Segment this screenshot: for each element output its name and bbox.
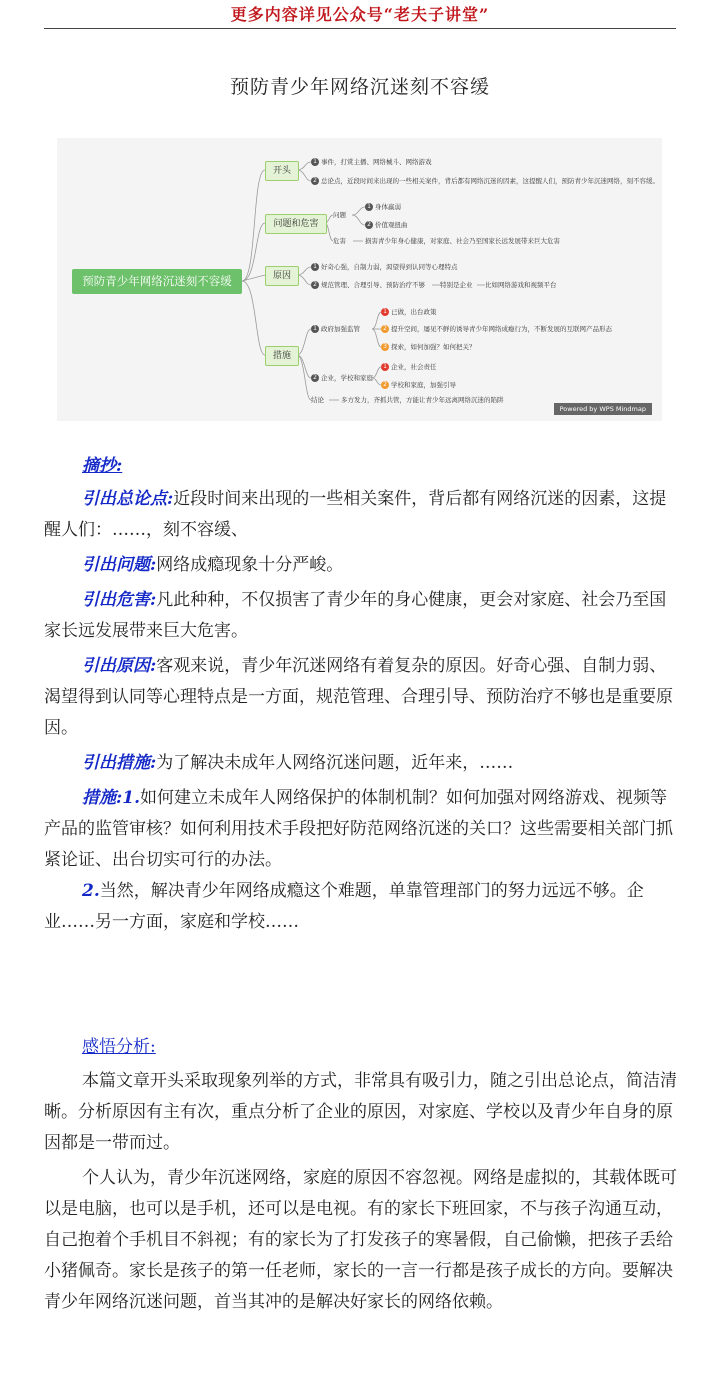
- node-explore: 3 探索，如何加强？如何把关？: [381, 343, 476, 352]
- excerpt-thesis: 引出总论点:近段时间来出现的一些相关案件，背后都有网络沉迷的因素，这提醒人们：……，刻不容缓、: [44, 489, 667, 540]
- mindmap-root: 预防青少年网络沉迷刻不容缓: [72, 269, 242, 294]
- node-psych: 1 好奇心强，自制力弱，渴望得到认同等心理特点: [311, 263, 458, 272]
- header-divider: [44, 28, 676, 29]
- excerpt-measures-intro: 引出措施:为了解决未成年人网络沉迷问题，近年来，……: [82, 753, 514, 773]
- branch-opening: 开头: [265, 161, 299, 181]
- node-enterprise-school-family: 2 企业，学校和家庭: [311, 374, 373, 383]
- node-enterprise: 特别是企业: [440, 281, 473, 289]
- node-weak-body: 1 身体羸弱: [365, 203, 401, 212]
- node-values: 2 价值观扭曲: [365, 221, 408, 230]
- analysis-para-1: 本篇文章开头采取现象列举的方式，非常具有吸引力，随之引出总论点，简洁清晰。分析原因有主有次，重点分析了企业的原因，对家庭、学校以及青少年自身的原因都是一带而过。: [44, 1071, 677, 1153]
- excerpt-body: [44, 484, 680, 938]
- node-improve: 2 提升空间，屡见不鲜的诱导青少年网络成瘾行为，不断发展的互联网产品形态: [381, 325, 612, 334]
- node-government: 1 政府加强监管: [311, 325, 360, 334]
- analysis-heading: 感悟分析:: [82, 1037, 156, 1057]
- article-title: 预防青少年网络沉迷刻不容缓: [229, 76, 490, 98]
- excerpt-harm: 引出危害:凡此种种，不仅损害了青少年的身心健康，更会对家庭、社会乃至国家长远发展带来巨大危害。: [44, 590, 667, 641]
- analysis-body: [44, 1066, 680, 1318]
- mindmap-watermark: Powered by WPS Mindmap: [554, 403, 652, 415]
- excerpt-heading: 摘抄:: [82, 456, 123, 476]
- node-harm: 危害: [333, 237, 346, 245]
- excerpt-problem: 引出问题:网络成瘾现象十分严峻。: [82, 555, 344, 575]
- branch-measures: 措施: [265, 346, 299, 366]
- node-thesis: 2 总论点，近段时间来出现的一些相关案件，背后都有网络沉迷的因素，这提醒人们，预防青少年沉迷网络，刻不容缓。: [311, 177, 659, 186]
- excerpt-cause: 引出原因:客观来说，青少年沉迷网络有着复杂的原因。好奇心强、自制力弱、渴望得到认同等心理特点是一方面，规范管理、合理引导、预防治疗不够也是重要原因。: [44, 656, 673, 738]
- node-guidance: 2 学校和家庭，加强引导: [381, 381, 456, 390]
- node-done: 1 已做，出台政策: [381, 308, 437, 317]
- node-conclusion: 结论: [311, 396, 324, 404]
- node-management: 2 规范管理、合理引导、预防治疗不够: [311, 281, 425, 290]
- excerpt-measure-2: 2.当然，解决青少年网络成瘾这个难题，单靠管理部门的努力远远不够。企业……另一方面，家庭和学校……: [44, 881, 644, 932]
- branch-causes: 原因: [265, 266, 299, 286]
- node-events: 1 事件，打赏主播、网络械斗、网络游戏: [311, 158, 432, 167]
- excerpt-measure-1: 措施:1.如何建立未成年人网络保护的体制机制？如何加强对网络游戏、视频等产品的监管审核？如何利用技术手段把好防范网络沉迷的关口？这些需要相关部门抓紧论证、出台切实可行的办法。: [44, 788, 673, 870]
- node-social-responsibility: 1 企业，社会责任: [381, 363, 437, 372]
- branch-problems: 问题和危害: [265, 214, 327, 234]
- node-problem: 问题: [333, 211, 346, 219]
- node-conclusion-detail: 多方发力，齐抓共管，方能让青少年远离网络沉迷的陷阱: [341, 396, 504, 404]
- node-harm-detail: 损害青少年身心健康，对家庭、社会乃至国家长远发展带来巨大危害: [365, 237, 560, 245]
- analysis-para-2: 个人认为，青少年沉迷网络，家庭的原因不容忽视。网络是虚拟的，其载体既可以是电脑，也可以是手机，还可以是电视。有的家长下班回家，不与孩子沟通互动，自己抱着个手机目不斜视；有的家长为了打发孩子的寒暑假，自己偷懒，把孩子丢给小猪佩奇。家长是孩子的第一任老师，家长的一言一行都是孩子成长的方向。要解决青少年网络沉迷问题，首当其冲的是解决好家长的网络依赖。: [44, 1168, 677, 1312]
- mindmap-figure: [57, 138, 662, 421]
- page-header: 更多内容详见公众号“老夫子讲堂”: [230, 5, 490, 24]
- node-platforms: 比如网络游戏和视频平台: [485, 281, 557, 289]
